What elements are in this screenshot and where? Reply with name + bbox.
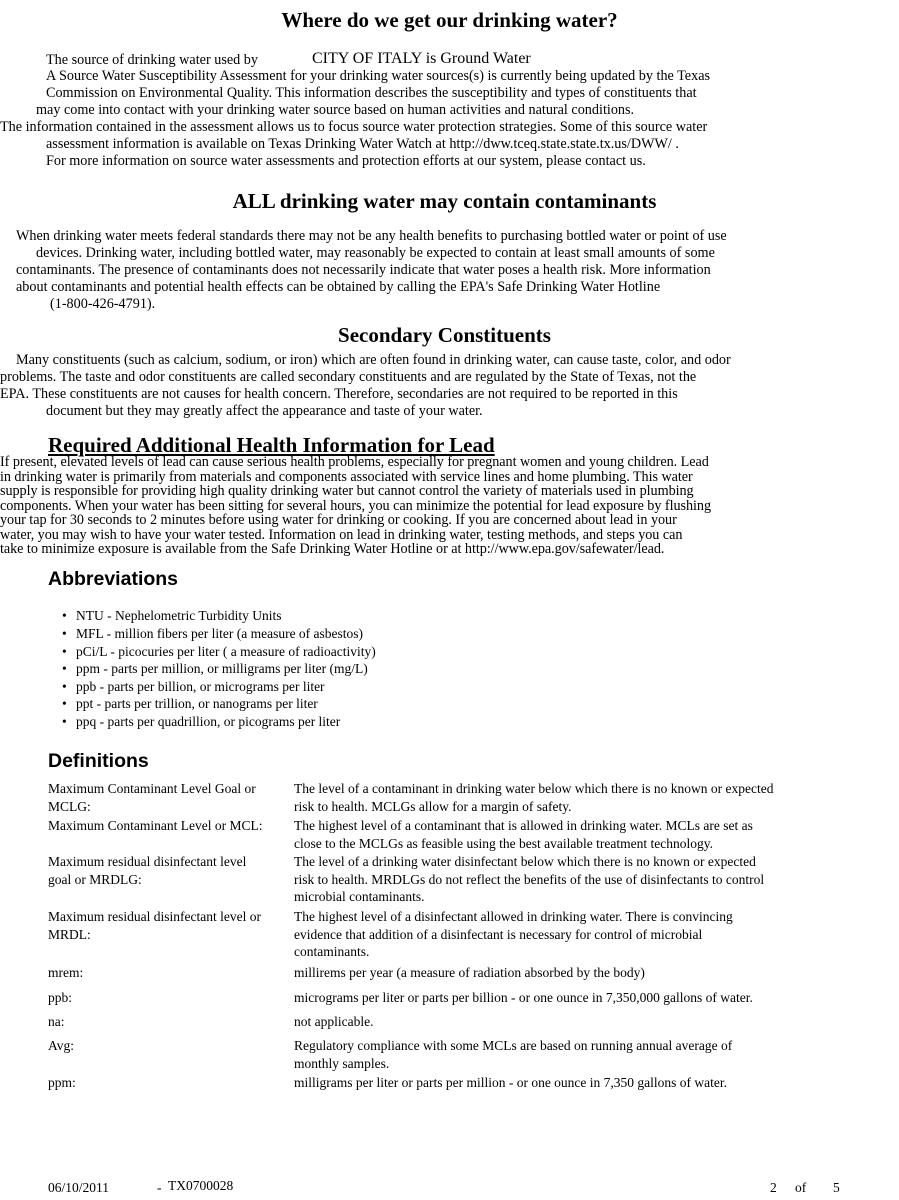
section2-line: devices. Drinking water, including bottled water, may reasonably be expected to contain at least small amounts of some [36,245,715,261]
section2-line: (1-800-426-4791). [50,296,156,312]
text-line: contaminants. [294,944,370,959]
text-line: MRDL: [48,926,91,942]
section1-line: The information contained in the assessment allows us to focus source water protection strategies. Some of this source water [0,119,708,135]
lead-line: in drinking water is primarily from materials and components associated with service lines and home plumbing. This water [0,468,693,485]
definition-description [294,908,733,961]
list-item [62,644,376,660]
definition-description [294,964,645,982]
definition-term [48,780,256,815]
text-line: evidence that addition of a disinfectant is necessary for control of microbial [294,926,703,942]
definition-description [294,1074,727,1092]
definition-term [48,908,261,943]
list-item [62,679,325,695]
text-line: Maximum residual disinfectant level or [48,909,261,924]
section3-line: Many constituents (such as calcium, sodium, or iron) which are often found in drinking water, can cause taste, color, and odor [16,352,731,368]
definition-term [48,1037,74,1055]
abbreviation-text: pCi/L - picocuries per liter ( a measure of radioactivity) [76,644,376,659]
footer-system-id: TX0700028 [168,1178,234,1193]
abbreviation-text: ppb - parts per billion, or micrograms per liter [76,679,325,694]
text-line: MCLG: [48,798,91,814]
lead-line: supply is responsible for providing high quality drinking water but cannot control the variety of materials used in plumbing [0,483,694,499]
text-line: The highest level of a contaminant that is allowed in drinking water. MCLs are set as [294,818,753,833]
lead-line: water, you may wish to have your water tested. Information on lead in drinking water, testing methods, and steps you can [0,526,683,543]
text-line: monthly samples. [294,1055,390,1071]
text-line: The level of a contaminant in drinking water below which there is no known or expected [294,781,774,796]
bullet: • [62,608,67,623]
text-line: goal or MRDLG: [48,871,142,887]
definition-term [48,1074,76,1092]
text-line: not applicable. [294,1014,374,1029]
section1-line: assessment information is available on Texas Drinking Water Watch at http://dww.tceq.state.state.tx.us/DWW/ . [46,136,679,152]
source-value: CITY OF ITALY is Ground Water [312,50,531,67]
list-item [62,608,282,624]
lead-line: your tap for 30 seconds to 2 minutes before using water for drinking or cooking. If you are concerned about lead in your [0,512,677,528]
text-line: na: [48,1014,65,1029]
section1-line: may come into contact with your drinking water source based on human activities and natural conditions. [36,102,635,118]
text-line: The level of a drinking water disinfectant below which there is no known or expected [294,854,756,869]
bullet: • [62,714,67,729]
text-line: Maximum Contaminant Level or MCL: [48,818,263,833]
text-line: ppm: [48,1075,76,1090]
section2-line: about contaminants and potential health effects can be obtained by calling the EPA's Safe Drinking Water Hotline [16,279,661,295]
bullet: • [62,626,67,641]
footer-page-number: 2 [770,1180,777,1195]
text-line: millirems per year (a measure of radiation absorbed by the body) [294,965,645,980]
definition-description [294,817,753,852]
source-prefix: The source of drinking water used by [46,52,258,68]
bullet: • [62,661,67,676]
abbreviation-text: MFL - million fibers per liter (a measure of asbestos) [76,626,364,641]
text-line: Maximum residual disinfectant level [48,854,247,869]
section-title-drinking-water-source: Where do we get our drinking water? [281,8,618,32]
text-line: microbial contaminants. [294,889,425,904]
definition-term [48,964,83,982]
list-item [62,714,340,730]
text-line: Regulatory compliance with some MCLs are based on running annual average of [294,1038,733,1053]
section2-line: When drinking water meets federal standards there may not be any health benefits to purchasing bottled water or point of use [16,228,727,244]
list-item [62,661,368,677]
abbreviation-text: ppt - parts per trillion, or nanograms per liter [76,696,318,711]
definition-term [48,989,72,1007]
footer-of: of [795,1180,807,1195]
lead-line: components. When your water has been sitting for several hours, you can minimize the potential for lead exposure by flushing [0,497,711,514]
section1-line: Commission on Environmental Quality. This information describes the susceptibility and types of constituents that [46,85,697,101]
list-item [62,626,363,642]
footer-date: 06/10/2011 [48,1180,110,1195]
footer-page-total: 5 [833,1180,840,1195]
list-item [62,696,318,712]
abbreviations-title: Abbreviations [48,568,179,590]
text-line: close to the MCLGs as feasible using the best available treatment technology. [294,835,714,851]
abbreviation-text: ppm - parts per million, or milligrams per liter (mg/L) [76,661,368,676]
abbreviation-text: ppq - parts per quadrillion, or picograms per liter [76,714,341,729]
text-line: risk to health. MRDLGs do not reflect the benefits of the use of disinfectants to control [294,871,765,887]
definition-description [294,1013,373,1031]
text-line: micrograms per liter or parts per billion - or one ounce in 7,350,000 gallons of water. [294,990,753,1005]
text-line: Avg: [48,1038,74,1053]
definition-term [48,817,262,835]
text-line: Maximum Contaminant Level Goal or [48,781,256,796]
definition-term [48,853,246,888]
definition-description [294,853,764,906]
section-title-secondary-constituents: Secondary Constituents [338,323,551,347]
bullet: • [62,696,67,711]
section-title-lead: Required Additional Health Information for Lead [48,433,495,457]
definitions-title: Definitions [48,750,149,772]
text-line: risk to health. MCLGs allow for a margin of safety. [294,798,572,814]
section1-line: A Source Water Susceptibility Assessment for your drinking water sources(s) is currently being updated by the Texas [46,68,711,84]
definition-description [294,780,773,815]
section-title-contaminants: ALL drinking water may contain contaminants [232,189,657,213]
section3-line: problems. The taste and odor constituents are called secondary constituents and are regulated by the State of Texas, not the [0,369,697,385]
section1-line: For more information on source water assessments and protection efforts at our system, please contact us. [46,153,646,169]
text-line: The highest level of a disinfectant allowed in drinking water. There is convincing [294,909,733,924]
section3-line: EPA. These constituents are not causes for health concern. Therefore, secondaries are not required to be reported in this [0,386,678,402]
definition-description [294,1037,732,1072]
text-line: ppb: [48,990,73,1005]
section2-line: contaminants. The presence of contaminants does not necessarily indicate that water poses a health risk. More information [16,262,711,278]
bullet: • [62,644,67,659]
section3-line: document but they may greatly affect the appearance and taste of your water. [46,403,483,419]
definition-term [48,1013,65,1031]
footer-dash: - [157,1180,162,1195]
lead-line: If present, elevated levels of lead can cause serious health problems, especially for pregnant women and young children. Lead [0,454,709,470]
text-line: milligrams per liter or parts per million - or one ounce in 7,350 gallons of water. [294,1075,728,1090]
abbreviation-text: NTU - Nephelometric Turbidity Units [76,608,282,623]
text-line: mrem: [48,965,84,980]
lead-line: take to minimize exposure is available from the Safe Drinking Water Hotline or at http://www.epa.gov/safewater/lead. [0,541,665,557]
bullet: • [62,679,67,694]
definition-description [294,989,753,1007]
